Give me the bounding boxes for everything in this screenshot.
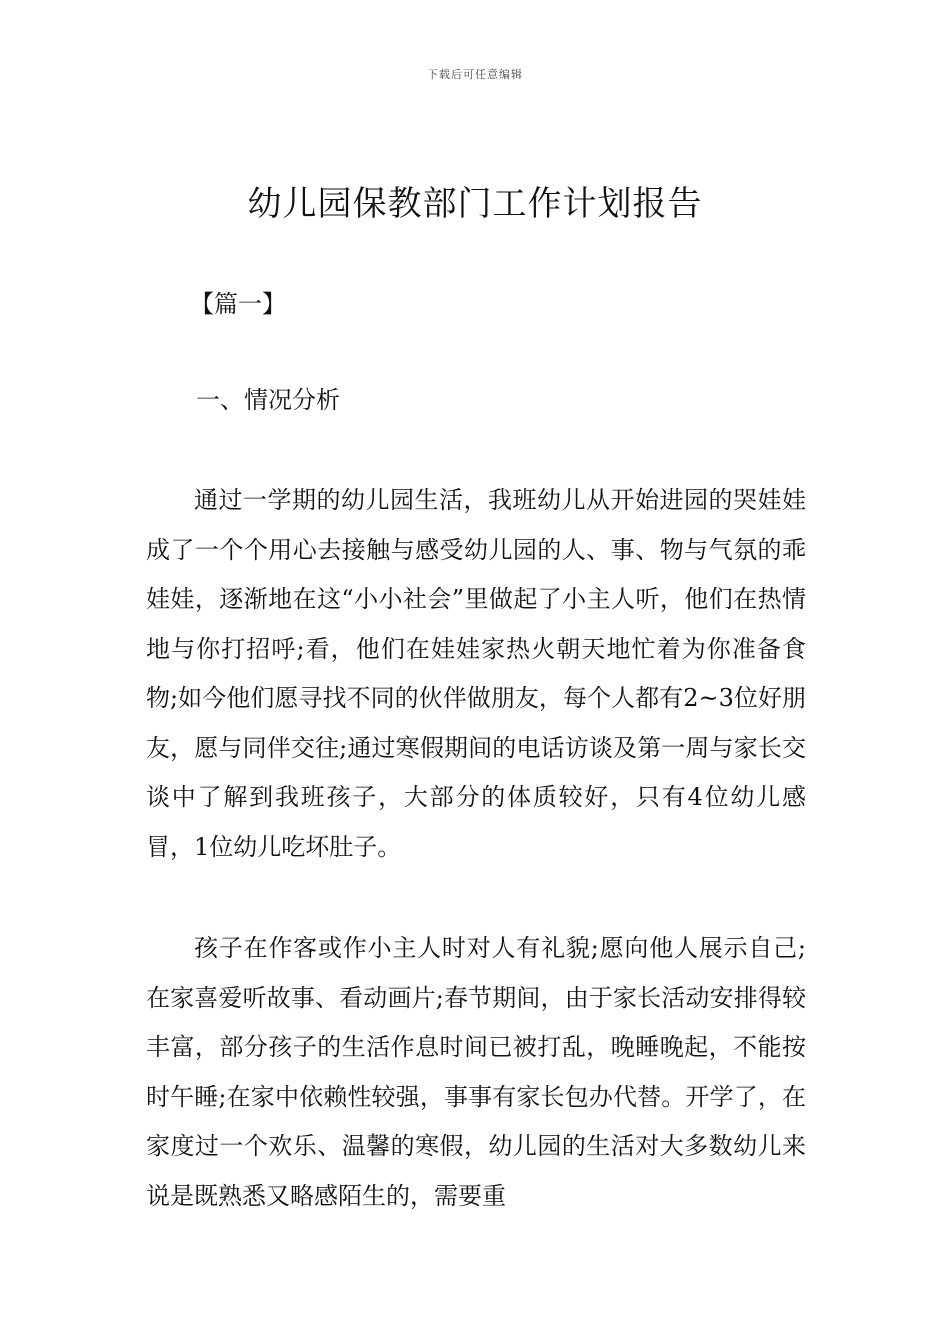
paragraph-2: 孩子在作客或作小主人时对人有礼貌;愿向他人展示自己;在家喜爱听故事、看动画片;春节期间，由于家长活动安排得较丰富，部分孩子的生活作息时间已被打乱，晚睡晚起，不能按时午睡;在家中依赖性较强，事事有家长包办代替。开学了，在家度过一个欢乐、温馨的寒假，幼儿园的生活对大多数幼儿来说是既熟悉又略感陌生的，需要重 [146,934,806,1210]
document-title: 幼儿园保教部门工作计划报告 [247,184,703,224]
paragraph-1: 通过一学期的幼儿园生活，我班幼儿从开始进园的哭娃娃成了一个个用心去接触与感受幼儿园的人、事、物与气氛的乖娃娃，逐渐地在这“小小社会”里做起了小主人听，他们在热情地与你打招呼;看，他们在娃娃家热火朝天地忙着为你准备食物;如今他们愿寻找不同的伙伴做朋友，每个人都有2~3位好朋友，愿与同伴交往;通过寒假期间的电话访谈及第一周与家长交谈中了解到我班孩子，大部分的体质较好，只有4位幼儿感冒，1位幼儿吃坏肚子。 [146,486,806,861]
section-label: 【篇一】 [190,290,286,318]
header-note: 下载后可任意编辑 [427,68,523,81]
sub-heading: 一、情况分析 [196,386,340,414]
